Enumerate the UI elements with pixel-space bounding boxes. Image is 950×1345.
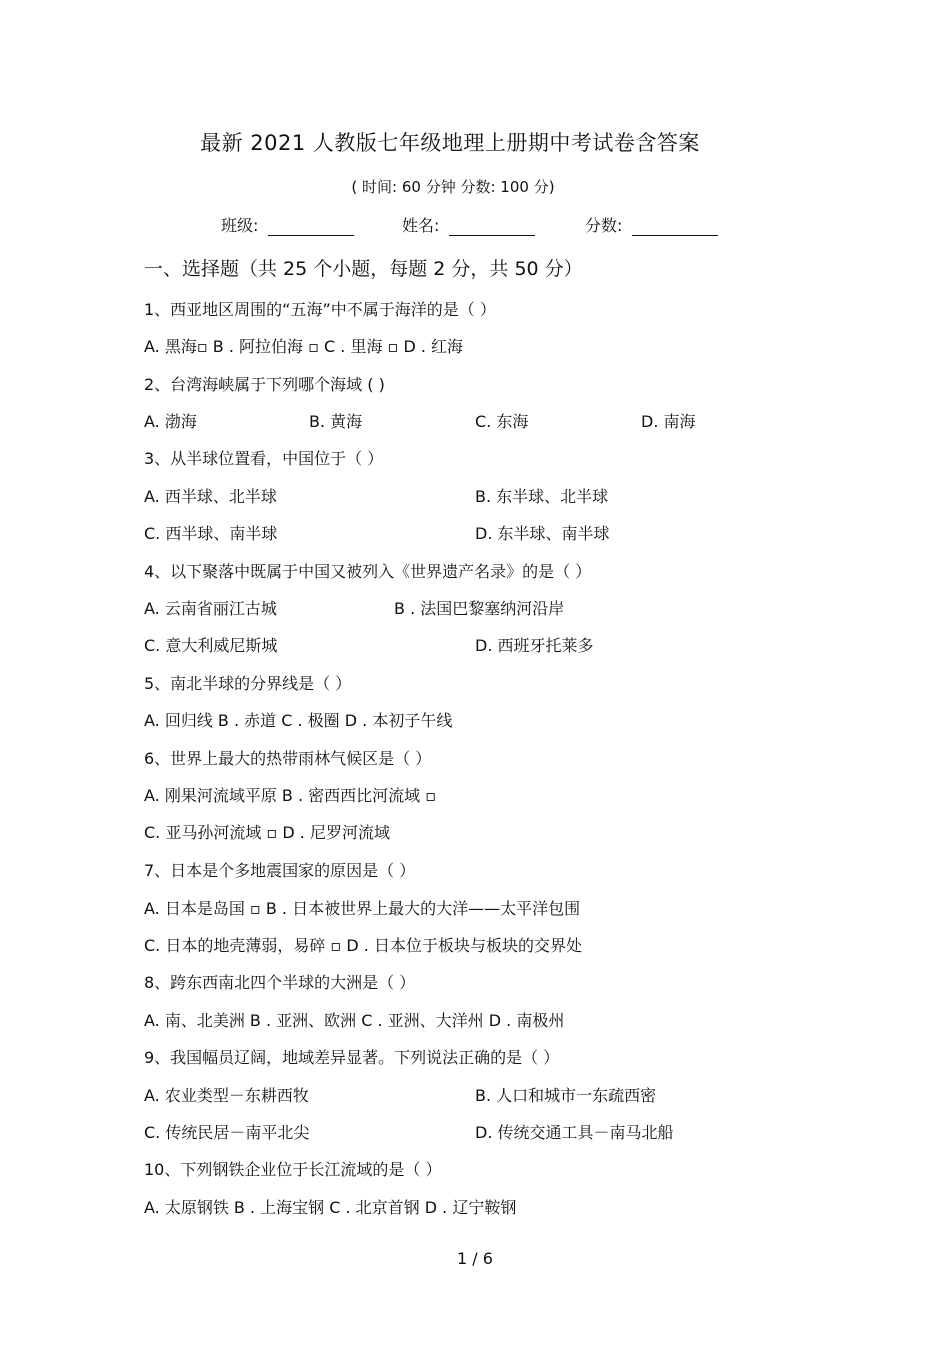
question-stem: 3、从半球位置看，中国位于（ ）: [144, 449, 384, 468]
option-a: A. 农业类型－东耕西牧: [144, 1086, 309, 1105]
question-stem: 8、跨东西南北四个半球的大洲是（ ）: [144, 973, 416, 992]
name-blank[interactable]: [449, 217, 535, 236]
question-stem: 2、台湾海峡属于下列哪个海域 ( ): [144, 375, 385, 394]
option-b: B. 人口和城市一东疏西密: [475, 1086, 657, 1105]
question-options: A. 回归线 B . 赤道 C . 极圈 D . 本初子午线: [144, 711, 453, 730]
question-options: A. 南、北美洲 B . 亚洲、欧洲 C . 亚洲、大洋州 D . 南极州: [144, 1011, 565, 1030]
question-options: C. 亚马孙河流域 ▫ D . 尼罗河流域: [144, 823, 390, 842]
score-blank[interactable]: [632, 217, 718, 236]
option-d: D. 南海: [641, 412, 696, 431]
option-d: D. 东半球、南半球: [475, 524, 610, 543]
name-label: 姓名:: [402, 216, 440, 235]
question-stem: 5、南北半球的分界线是（ ）: [144, 674, 352, 693]
question-stem: 4、以下聚落中既属于中国又被列入《世界遗产名录》的是（ ）: [144, 562, 592, 581]
question-options: A. 刚果河流域平原 B . 密西西比河流域 ▫: [144, 786, 437, 805]
option-b: B. 黄海: [309, 412, 363, 431]
name-field: [402, 213, 535, 236]
question-options: A. 黑海▫ B . 阿拉伯海 ▫ C . 里海 ▫ D . 红海: [144, 337, 464, 356]
option-a: A. 云南省丽江古城: [144, 599, 277, 618]
question-stem: 1、西亚地区周围的“五海”中不属于海洋的是（ ）: [144, 300, 496, 319]
page-number: 1 / 6: [457, 1249, 493, 1268]
exam-title: 最新 2021 人教版七年级地理上册期中考试卷含答案: [200, 131, 700, 155]
exam-subtitle: ( 时间: 60 分钟 分数: 100 分): [351, 178, 555, 196]
option-d: D. 西班牙托莱多: [475, 636, 594, 655]
question-stem: 9、我国幅员辽阔，地域差异显著。下列说法正确的是（ ）: [144, 1048, 560, 1067]
question-stem: 6、世界上最大的热带雨林气候区是（ ）: [144, 749, 432, 768]
option-c: C. 东海: [475, 412, 529, 431]
option-d: D. 传统交通工具－南马北船: [475, 1123, 674, 1142]
option-b: B. 东半球、北半球: [475, 487, 609, 506]
score-field: [585, 213, 718, 236]
question-options: A. 日本是岛国 ▫ B . 日本被世界上最大的大洋——太平洋包围: [144, 899, 581, 918]
question-stem: 10、下列钢铁企业位于长江流域的是（ ）: [144, 1160, 442, 1179]
option-c: C. 意大利威尼斯城: [144, 636, 278, 655]
class-blank[interactable]: [268, 217, 354, 236]
option-a: A. 渤海: [144, 412, 197, 431]
section-heading: 一、选择题（共 25 个小题，每题 2 分，共 50 分）: [144, 258, 583, 280]
option-c: C. 西半球、南半球: [144, 524, 278, 543]
class-label: 班级:: [221, 216, 259, 235]
question-stem: 7、日本是个多地震国家的原因是（ ）: [144, 861, 416, 880]
question-options: C. 日本的地壳薄弱，易碎 ▫ D . 日本位于板块与板块的交界处: [144, 936, 582, 955]
option-c: C. 传统民居－南平北尖: [144, 1123, 310, 1142]
option-a: A. 西半球、北半球: [144, 487, 277, 506]
class-field: [221, 213, 354, 236]
option-b: B . 法国巴黎塞纳河沿岸: [394, 599, 565, 618]
question-options: A. 太原钢铁 B . 上海宝钢 C . 北京首钢 D . 辽宁鞍钢: [144, 1198, 517, 1217]
score-label: 分数:: [585, 216, 623, 235]
